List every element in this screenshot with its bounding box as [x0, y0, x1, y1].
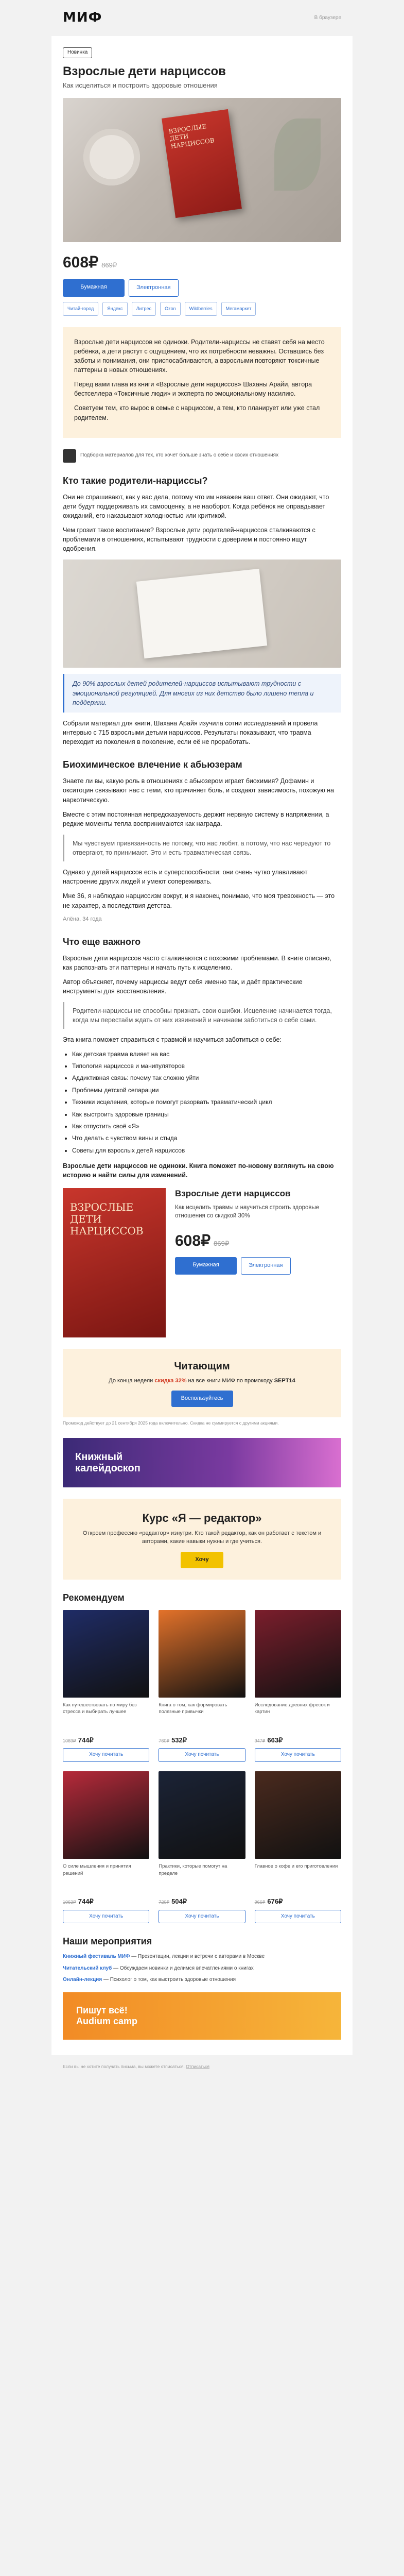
- open-book-image: [63, 560, 341, 668]
- promo-price-row: 608₽ 869₽: [175, 1232, 230, 1249]
- section-title: Что еще важного: [63, 936, 141, 947]
- rec-desc: Практики, которые помогут на пределе: [159, 1863, 227, 1876]
- rec-desc: Книга о том, как формировать полезные привычки: [159, 1702, 227, 1715]
- use-promo-button[interactable]: Воспользуйтесь: [171, 1391, 233, 1407]
- format-buttons: [63, 279, 341, 297]
- footer: Если вы не хотите получать письма, вы можете отписаться. Отписаться: [63, 2063, 210, 2069]
- rec-item: [63, 1771, 149, 1923]
- store-link[interactable]: Wildberries: [185, 302, 217, 316]
- promo-book-cover[interactable]: ВЗРОСЛЫЕ ДЕТИ НАРЦИССОВ: [63, 1188, 166, 1337]
- rec-desc: Как путешествовать по миру без стресса и выбирать лучшее: [63, 1702, 137, 1715]
- store-links: [63, 302, 341, 316]
- list-item: • Техники исцеления, которые помогут разорвать травматический цикл: [72, 1098, 341, 1107]
- bold-note: Взрослые дети нарциссов не одиноки. Книга поможет по-новому взглянуть на свою историю и найти силы для изменений.: [63, 1162, 334, 1179]
- course-button[interactable]: Хочу: [181, 1552, 223, 1568]
- unsubscribe-link[interactable]: Отписаться: [186, 2063, 210, 2069]
- header: [51, 0, 353, 36]
- events-title: Наши мероприятия: [63, 1936, 152, 1947]
- recs-title: Рекомендуем: [63, 1592, 125, 1603]
- intro-paragraph: Советуем тем, кто вырос в семье с нарциссом, а тем, кто планирует или уже стал родителем.: [74, 404, 320, 421]
- article-subtitle: Как исцелиться и построить здоровые отношения: [63, 81, 218, 90]
- rec-price: 720₽ 504₽: [159, 1897, 187, 1905]
- course-text: Откроем профессию «редактор» изнутри. Кто такой редактор, как он работает с текстом и авторами, какие навыки нужны и где учиться.: [82, 1530, 322, 1545]
- rec-price: 1063₽ 744₽: [63, 1897, 94, 1905]
- rec-cover[interactable]: [159, 1771, 245, 1859]
- book-cover-image: ВЗРОСЛЫЕ ДЕТИ НАРЦИССОВ: [162, 109, 242, 218]
- promo-ebook-button[interactable]: Электронная: [241, 1257, 291, 1275]
- section-title: Кто такие родители-нарциссы?: [63, 475, 208, 486]
- cup-image: [83, 129, 140, 185]
- recs-grid: [63, 1610, 341, 1924]
- hero-image: [63, 98, 341, 242]
- list-item: • Как детская травма влияет на вас: [72, 1050, 341, 1059]
- promo-paper-button[interactable]: Бумажная: [175, 1257, 237, 1275]
- price-old: 869₽: [101, 261, 117, 269]
- quote: Мы чувствуем привязанность не потому, что нас любят, а потому, что нас чередуют то отвергают, то принимают. Это и есть травматическая связь.: [63, 835, 341, 861]
- list-item: • Советы для взрослых детей нарциссов: [72, 1146, 341, 1155]
- promo-buttons: [175, 1257, 341, 1275]
- kaleidoscope-banner[interactable]: Книжный калейдоскоп: [63, 1438, 341, 1487]
- rec-desc: О силе мышления и принятия решений: [63, 1863, 131, 1876]
- rec-price: 760₽ 532₽: [159, 1736, 187, 1744]
- list-item: • Как выстроить здоровые границы: [72, 1110, 341, 1119]
- rec-cover[interactable]: [63, 1771, 149, 1859]
- rec-desc: Исследование древних фресок и картин: [254, 1702, 330, 1715]
- rec-button[interactable]: Хочу почитать: [159, 1910, 245, 1924]
- list-item: • Аддиктивная связь: почему так сложно уйти: [72, 1074, 341, 1082]
- store-link[interactable]: Ozon: [160, 302, 181, 316]
- new-badge: Новинка: [63, 47, 92, 58]
- benefits-list: [63, 1050, 341, 1156]
- article-title: Взрослые дети нарциссов: [63, 64, 226, 78]
- rec-item: [159, 1610, 245, 1762]
- email-body: [51, 36, 353, 2055]
- banner-title: Читающим: [174, 1361, 230, 1372]
- store-link[interactable]: Яндекс: [102, 302, 127, 316]
- list-item: • Что делать с чувством вины и стыда: [72, 1134, 341, 1143]
- highlight-quote: До 90% взрослых детей родителей-нарциссов испытывают трудности с эмоциональной регуляцией. Для многих из них детство было лишено тепла и поддержки.: [63, 674, 341, 712]
- rec-button[interactable]: Хочу почитать: [255, 1748, 341, 1762]
- recommendations: [51, 1591, 353, 1923]
- rec-cover[interactable]: [159, 1610, 245, 1698]
- paper-book-button[interactable]: Бумажная: [63, 279, 125, 297]
- rec-item: [63, 1610, 149, 1762]
- rec-button[interactable]: Хочу почитать: [255, 1910, 341, 1924]
- price-row: [63, 251, 341, 274]
- rec-cover[interactable]: [63, 1610, 149, 1698]
- rec-price: 966₽ 676₽: [254, 1897, 283, 1905]
- editor-course-banner: [63, 1499, 341, 1580]
- list-item: • Проблемы детской сепарации: [72, 1086, 341, 1095]
- logo[interactable]: МИФ: [63, 10, 102, 26]
- list-item: • Типология нарциссов и манипуляторов: [72, 1062, 341, 1071]
- ebook-button[interactable]: Электронная: [129, 279, 179, 297]
- promo-text: Как исцелить травмы и научиться строить здоровые отношения со скидкой 30%: [175, 1204, 320, 1219]
- banner-fine-print: Промокод действует до 21 сентября 2025 года включительно. Скидка не суммируется с другими акциями.: [63, 1420, 279, 1426]
- audio-banner[interactable]: Пишут всё! Audium camp: [63, 1992, 341, 2040]
- price: 608₽: [63, 254, 99, 272]
- rec-item: [255, 1610, 341, 1762]
- rec-price: 947₽ 663₽: [254, 1736, 283, 1744]
- author-avatar: [63, 449, 76, 463]
- leaf-image: [274, 118, 321, 191]
- section-narcissist-parents: Кто такие родители-нарциссы? Они не спрашивают, как у вас дела, потому что им неважен ваш ответ. Они ожидают, что дети будут поддерживать их самооценку, а не наоборот. Когда ребёнок не оправдывает ожиданий, его наказывают холодностью или критикой. Чем грозит такое воспитание? Взрослые дети родителей-нарциссов сталкиваются с проблемами в отношениях, испытывают трудности с доверием и постоянно ищут одобрения. До 90% взрослых детей родителей-нарциссов испытывают трудности с эмоциональной регуляцией. Для многих из них детство было лишено тепла и поддержки. Собрали материал для книги, Шахана Арайя изучила сотни исследований и провела интервью с 715 взрослыми детьми нарциссов. Результаты показывают, что травма переходит из поколения в поколение, если её не проработать.: [51, 474, 353, 747]
- store-link[interactable]: Мегамаркет: [221, 302, 256, 316]
- intro-paragraph: Взрослые дети нарциссов не одиноки. Родители-нарциссы не ставят себя на место ребёнка, а дети растут с ощущением, что их потребности неважны. Оставшись без заботы и понимания, они приспосабливаются, а взрослыми повторяют токсичные паттерны в новых отношениях.: [74, 338, 325, 374]
- rec-button[interactable]: Хочу почитать: [63, 1748, 149, 1762]
- rec-button[interactable]: Хочу почитать: [159, 1748, 245, 1762]
- store-link[interactable]: Литрес: [132, 302, 156, 316]
- rec-item: [159, 1771, 245, 1923]
- event-item: Онлайн-лекция — Психолог о том, как выстроить здоровые отношения: [63, 1977, 236, 1983]
- events-section: [51, 1935, 353, 1984]
- author-line: Подборка материалов для тех, кто хочет больше знать о себе и своих отношениях: [63, 449, 341, 463]
- event-item: Книжный фестиваль МИФ — Презентации, лекции и встречи с авторами в Москве: [63, 1954, 265, 1960]
- rec-button[interactable]: Хочу почитать: [63, 1910, 149, 1924]
- intro-paragraph: Перед вами глава из книги «Взрослые дети нарциссов» Шаханы Арайи, автора бестселлера «Токсичные люди» и эксперта по эмоциональному насилию.: [74, 381, 312, 398]
- list-item: • Как отпустить своё «Я»: [72, 1122, 341, 1131]
- course-title: Курс «Я — редактор»: [142, 1511, 262, 1524]
- promo-title: Взрослые дети нарциссов: [175, 1189, 291, 1199]
- quote-caption: Алёна, 34 года: [63, 916, 102, 922]
- intro-block: [63, 327, 341, 438]
- section-title: Биохимическое влечение к абьюзерам: [63, 759, 242, 770]
- rec-price: 1069₽ 744₽: [63, 1736, 94, 1744]
- readers-banner: Читающим До конца недели скидка 32% на все книги МИФ по промокоду SEPT14 Воспользуйтесь: [63, 1349, 341, 1417]
- rec-desc: Главное о кофе и его приготовлении: [254, 1863, 338, 1869]
- event-item: Читательский клуб — Обсуждаем новинки и делимся впечатлениями о книгах: [63, 1965, 254, 1971]
- quote: Родители-нарциссы не способны признать свои ошибки. Исцеление начинается тогда, когда мы перестаём ждать от них извинений и начинаем заботиться о себе сами.: [63, 1002, 341, 1029]
- rec-cover[interactable]: [255, 1610, 341, 1698]
- section-biochemistry: Биохимическое влечение к абьюзерам Знаете ли вы, какую роль в отношениях с абьюзером играет биохимия? Дофамин и окситоцин связывают нас с теми, кто причиняет боль, и создают зависимость, похожую на наркотическую. Вместе с этим постоянная непредсказуемость держит нервную систему в напряжении, а редкие моменты тепла воспринимаются как награда. Мы чувствуем привязанность не потому, что нас любят, а потому, что нас чередуют то отвергают, то принимают. Это и есть травматическая связь. Однако у детей нарциссов есть и суперспособности: они очень чутко улавливают настроение других людей и умеют сопереживать. Мне 36, я наблюдаю нарциссизм вокруг, и я наконец понимаю, что моя тревожность — это не характер, а последствия детства. Алёна, 34 года: [51, 758, 353, 923]
- book-promo: [63, 1188, 341, 1337]
- rec-item: [255, 1771, 341, 1923]
- section-important: Что еще важного Взрослые дети нарциссов часто сталкиваются с похожими проблемами. В книге описано, как распознать эти паттерны и начать путь к исцелению. Автор объясняет, почему нарциссы ведут себя именно так, и даёт практические инструменты для восстановления. Родители-нарциссы не способны признать свои ошибки. Исцеление начинается тогда, когда мы перестаём ждать от них извинений и начинаем заботиться о себе сами. Эта книга поможет справиться с травмой и научиться заботиться о себе: • Как детская травма влияет на вас • Типология нарциссов и манипуляторов • Аддиктивная связь: почему так сложно уйти • Проблемы детской сепарации • Техники исцеления, которые помогут разорвать травматический цикл • Как выстроить здоровые границы • Как отпустить своё «Я» • Что делать с чувством вины и стыда • Советы для взрослых детей нарциссов Взрослые дети нарциссов не одиноки. Книга поможет по-новому взглянуть на свою историю и найти силы для изменений. ВЗРОСЛЫЕ ДЕТИ НАРЦИССОВ Взрослые дети нарциссов Как исцелить травмы и научиться строить здоровые отношения со скидкой 30% 608₽ 869₽ Бумажная Электронная: [51, 935, 353, 1338]
- view-in-browser-link[interactable]: В браузере: [314, 14, 341, 21]
- store-link[interactable]: Читай-город: [63, 302, 98, 316]
- promo-info: [175, 1188, 341, 1337]
- rec-cover[interactable]: [255, 1771, 341, 1859]
